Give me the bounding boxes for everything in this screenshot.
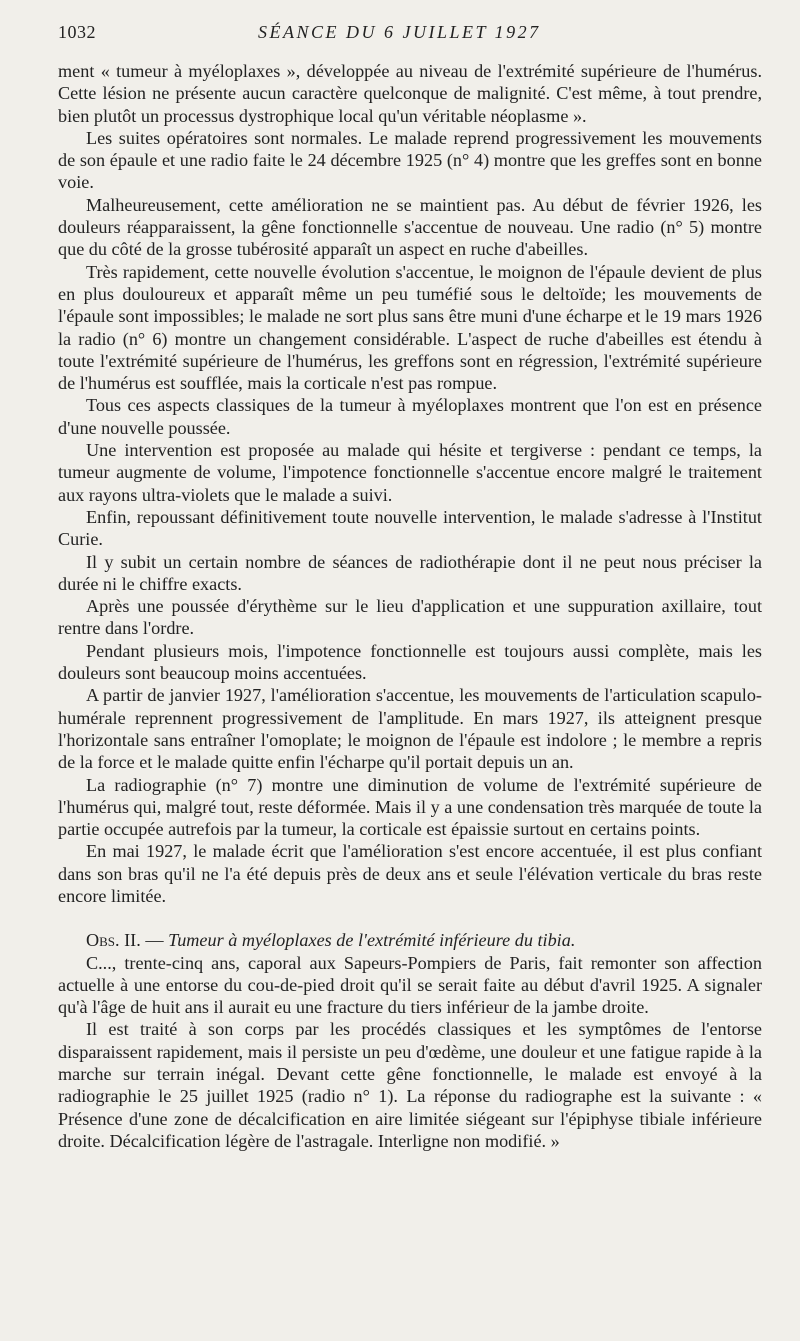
paragraph: Une intervention est proposée au malade qui hésite et tergiverse : pendant ce temps, la tumeur augmente de volume, l'impotence fonctionnelle s'accentue encore malgré le traitement aux rayons ultra-violets que le malade a suivi. [58,440,762,505]
observation-label: Obs. II. — [86,930,164,951]
page-header [58,22,760,44]
paragraph: Enfin, repoussant définitivement toute nouvelle intervention, le malade s'adresse à l'Institut Curie. [58,506,762,550]
paragraph: C..., trente-cinq ans, caporal aux Sapeurs-Pompiers de Paris, fait remonter son affection actuelle à une entorse du cou-de-pied droit qu'il se serait faite au début d'avril 1925. A signaler qu'à l'âge de huit ans il aurait eu une fracture du tiers inférieur de la jambe droite. [58,952,762,1018]
paragraph: Pendant plusieurs mois, l'impotence fonctionnelle est toujours aussi complète, mais les douleurs sont beaucoup moins accentuées. [58,640,762,684]
observation-title: Tumeur à myéloplaxes de l'extrémité inférieure du tibia. [168,930,576,951]
running-title: SÉANCE DU 6 JUILLET 1927 [258,22,541,42]
paragraph: A partir de janvier 1927, l'amélioration s'accentue, les mouvements de l'articulation scapulo-humérale reprennent progressivement de l'amplitude. En mars 1927, ils atteignent presque l'horizontale sans entraîner l'omoplate; le moignon de l'épaule est indolore ; le membre a repris de la force et le malade quitte enfin l'écharpe qu'il portait depuis un an. [58,685,762,773]
paragraph: Après une poussée d'érythème sur le lieu d'application et une suppuration axillaire, tout rentre dans l'ordre. [58,596,762,639]
page-number: 1032 [58,22,96,42]
paragraph: Il y subit un certain nombre de séances de radiothérapie dont il ne peut nous préciser la durée ni le chiffre exacts. [58,551,762,594]
paragraph: Les suites opératoires sont normales. Le malade reprend progressivement les mouvements de son épaule et une radio faite le 24 décembre 1925 (n° 4) montre que les greffes sont en bonne voie. [58,127,762,193]
observation-heading [58,929,762,951]
paragraph: Malheureusement, cette amélioration ne se maintient pas. Au début de février 1926, les douleurs réapparaissent, la gêne fonctionnelle s'accentue de nouveau. Une radio (n° 5) montre que du côté de la grosse tubérosité apparaît un aspect en ruche d'abeilles. [58,194,762,260]
paragraph: Très rapidement, cette nouvelle évolution s'accentue, le moignon de l'épaule devient de plus en plus douloureux et apparaît même un peu tuméfié sous le deltoïde; les mouvements de l'épaule sont impossibles; le malade ne sort plus sans être muni d'une écharpe et le 19 mars 1926 la radio (n° 6) montre un changement considérable. L'aspect de ruche d'abeilles est étendu à toute l'extrémité supérieure de l'humérus, les greffons sont en régression, l'extrémité supérieure de l'humérus est soufflée, mais la corticale n'est pas rompue. [58,261,762,394]
paragraph: Tous ces aspects classiques de la tumeur à myéloplaxes montrent que l'on est en présence d'une nouvelle poussée. [58,395,762,438]
paragraph: ment « tumeur à myéloplaxes », développée au niveau de l'extrémité supérieure de l'humérus. Cette lésion ne présente aucun caractère quelconque de malignité. C'est même, à tout prendre, bien plutôt un processus dystrophique local qu'un véritable néoplasme ». [58,61,762,126]
paragraph: Il est traité à son corps par les procédés classiques et les symptômes de l'entorse disparaissent rapidement, mais il persiste un peu d'œdème, une douleur et une fatigue rapide à la marche sur terrain inégal. Devant cette gêne fonctionnelle, le malade est envoyé à la radiographie le 25 juillet 1925 (radio n° 1). La réponse du radiographe est la suivante : « Présence d'une zone de décalcification en aire limitée siégeant sur l'épiphyse tibiale inférieure droite. Décalcification légère de l'astragale. Interligne non modifié. » [58,1019,762,1151]
body-text [58,60,762,1152]
paragraph: En mai 1927, le malade écrit que l'amélioration s'est encore accentuée, il est plus confiant dans son bras qu'il ne l'a été depuis près de deux ans et seule l'élévation verticale du bras reste encore limitée. [58,841,762,906]
paragraph: La radiographie (n° 7) montre une diminution de volume de l'extrémité supérieure de l'humérus qui, malgré tout, reste déformée. Mais il y a une condensation très marquée de toute la partie occupée autrefois par la tumeur, la corticale est épaissie surtout en certains points. [58,774,762,840]
